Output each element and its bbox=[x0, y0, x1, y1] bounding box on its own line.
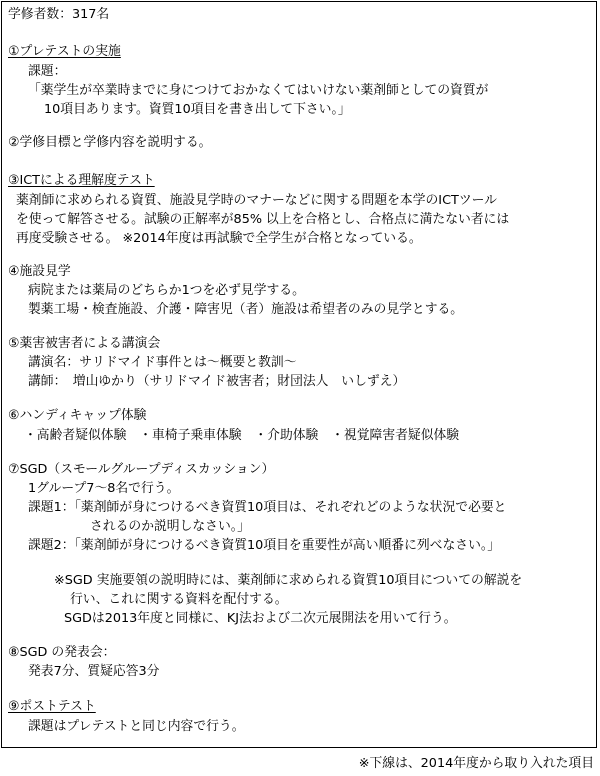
section-2-title: ②学修目標と学修内容を説明する。 bbox=[8, 135, 212, 150]
section-7-note-line-1: ※SGD 実施要領の説明時には、薬剤師に求められる資質10項目についての解説を bbox=[54, 573, 523, 588]
section-6-title: ⑥ハンディキャップ体験 bbox=[8, 408, 147, 423]
learner-count: 学修者数：317名 bbox=[8, 7, 110, 22]
section-7-text-line-3: されるのか説明しなさい。」 bbox=[90, 519, 250, 534]
section-7-text-line-4: 課題2：「薬剤師が身につけるべき資質10項目を重要性が高い順番に列べなさい。」 bbox=[28, 538, 501, 553]
section-1-text-line-1: 「薬学生が卒業時までに身につけておかなくてはいけない薬剤師としての資質が bbox=[28, 83, 489, 98]
section-7-title: ⑦SGD（スモールグループディスカッション） bbox=[8, 462, 275, 477]
section-7-note-line-3: SGDは2013年度と同様に、KJ法および二次元展開法を用いて行う。 bbox=[64, 611, 457, 626]
section-4-text-line-1: 病院または薬局のどちらか1つを必ず見学する。 bbox=[28, 283, 305, 298]
section-3-text-line-2: を使って解答させる。試験の正解率が85% 以上を合格とし、合格点に満たない者には bbox=[16, 212, 510, 227]
section-3-title: ③ICTによる理解度テスト bbox=[8, 173, 155, 188]
section-3-text-line-1: 薬剤師に求められる資質、施設見学時のマナーなどに関する問題を本学のICTツール bbox=[16, 193, 497, 208]
footnote: ※下線は、2014年度から取り入れた項目 bbox=[358, 756, 594, 771]
section-3-text-line-3: 再度受験させる。 ※2014年度は再試験で全学生が合格となっている。 bbox=[16, 231, 422, 246]
section-1-title: ①プレテストの実施 bbox=[8, 44, 121, 59]
section-8-text-line-1: 発表7分、質疑応答3分 bbox=[28, 664, 160, 679]
section-1-label: 課題： bbox=[28, 64, 67, 79]
section-4-title: ④施設見学 bbox=[8, 264, 71, 279]
section-7-text-line-1: 1グループ7～8名で行う。 bbox=[28, 481, 180, 496]
section-5-title: ⑤薬害被害者による講演会 bbox=[8, 336, 161, 351]
section-9-title: ⑨ポストテスト bbox=[8, 699, 96, 714]
section-7-text-line-2: 課題1：「薬剤師が身につけるべき資質10項目は、それぞれどのような状況で必要と bbox=[28, 500, 507, 515]
section-8-title: ⑧SGD の発表会： bbox=[8, 645, 116, 660]
section-5-text-line-2: 講師： 増山ゆかり（サリドマイド被害者；財団法人 いしずえ） bbox=[28, 374, 406, 389]
section-7-note-line-2: 行い、これに関する資料を配付する。 bbox=[70, 592, 288, 607]
section-1-text-line-2: 10項目あります。資質10項目を書き出して下さい。」 bbox=[44, 102, 351, 117]
section-4-text-line-2: 製薬工場・検査施設、介護・障害児（者）施設は希望者のみの見学とする。 bbox=[28, 302, 464, 317]
section-9-text-line-1: 課題はプレテストと同じ内容で行う。 bbox=[28, 719, 245, 734]
section-6-text-line-1: ・高齢者疑似体験 ・車椅子乗車体験 ・介助体験 ・視覚障害者疑似体験 bbox=[24, 428, 460, 443]
content-frame bbox=[1, 1, 597, 748]
section-5-text-line-1: 講演名：サリドマイド事件とは～概要と教訓～ bbox=[28, 355, 297, 370]
